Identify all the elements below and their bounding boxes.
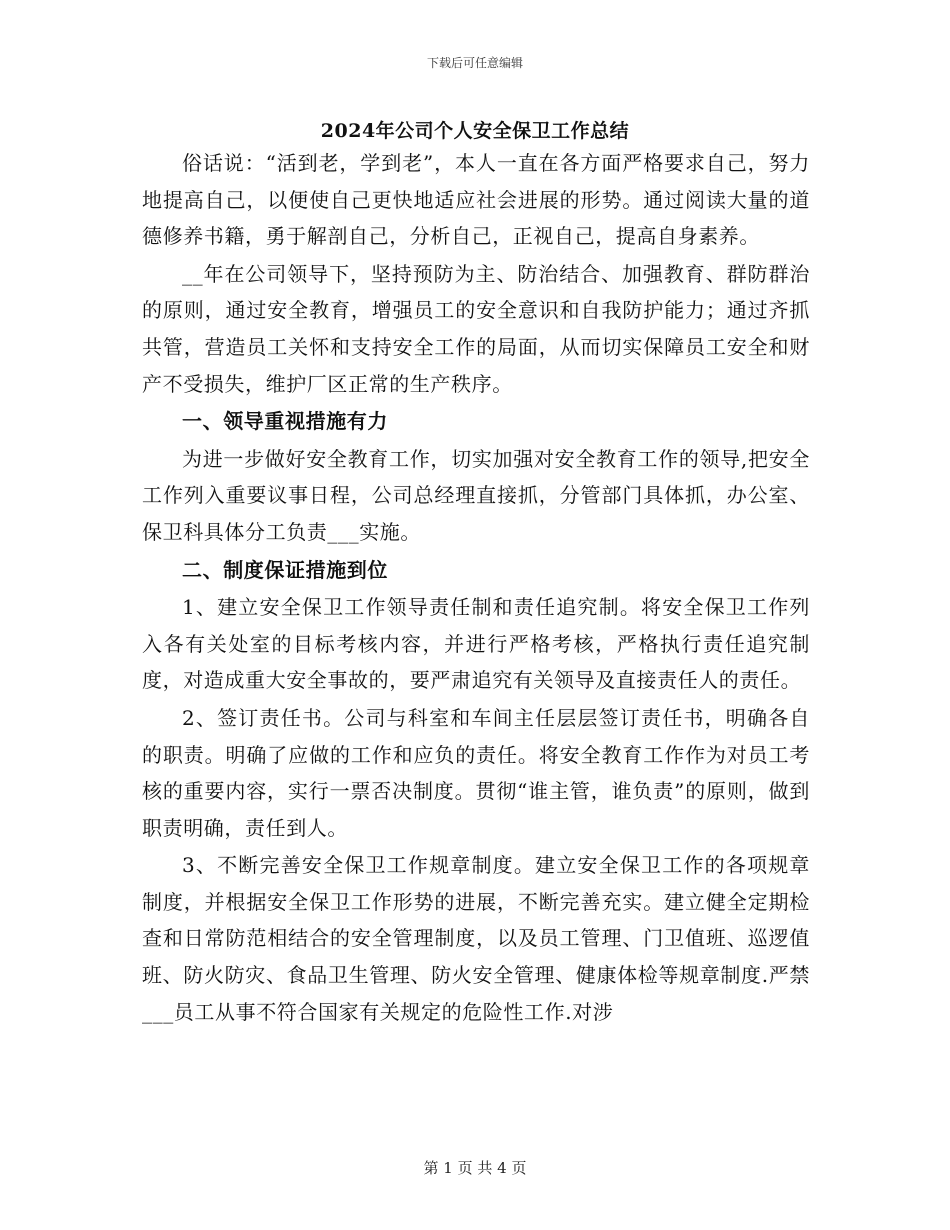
- page-footer: 第 1 页 共 4 页: [423, 1159, 527, 1177]
- section-heading-2: 二、制度保证措施到位: [182, 557, 388, 582]
- paragraph-item-1: 1、建立安全保卫工作领导责任制和责任追究制。将安全保卫工作列入各有关处室的目标考核内容，并进行严格考核，严格执行责任追究制度，对造成重大安全事故的，要严肃追究有关领导及直接责任人的责任。: [142, 595, 810, 693]
- paragraph-principle: __年在公司领导下，坚持预防为主、防治结合、加强教育、群防群治的原则，通过安全教育，增强员工的安全意识和自我防护能力；通过齐抓共管，营造员工关怀和支持安全工作的局面，从而切实保障员工安全和财产不受损失，维护厂区正常的生产秩序。: [142, 261, 810, 396]
- paragraph-leadership: 为进一步做好安全教育工作，切实加强对安全教育工作的领导,把安全工作列入重要议事日程，公司总经理直接抓，分管部门具体抓，办公室、保卫科具体分工负责___实施。: [142, 446, 810, 544]
- header-note: 下载后可任意编辑: [426, 56, 523, 70]
- section-heading-1: 一、领导重视措施有力: [182, 409, 388, 434]
- paragraph-item-2: 2、签订责任书。公司与科室和车间主任层层签订责任书，明确各自的职责。明确了应做的工作和应负的责任。将安全教育工作作为对员工考核的重要内容，实行一票否决制度。贯彻“谁主管，谁负责”的原则，做到职责明确，责任到人。: [142, 705, 810, 840]
- document-title: 2024年公司个人安全保卫工作总结: [320, 120, 630, 142]
- document-body: [142, 145, 810, 1031]
- paragraph-intro: 俗话说：“活到老，学到老”，本人一直在各方面严格要求自己，努力地提高自己，以便使自己更快地适应社会进展的形势。通过阅读大量的道德修养书籍，勇于解剖自己，分析自己，正视自己，提高自身素养。: [142, 151, 810, 249]
- paragraph-item-3: 3、不断完善安全保卫工作规章制度。建立安全保卫工作的各项规章制度，并根据安全保卫工作形势的进展，不断完善充实。建立健全定期检查和日常防范相结合的安全管理制度，以及员工管理、门卫值班、巡逻值班、防火防灾、食品卫生管理、防火安全管理、健康体检等规章制度.严禁___员工从事不符合国家有关规定的危险性工作.对涉: [142, 853, 810, 1024]
